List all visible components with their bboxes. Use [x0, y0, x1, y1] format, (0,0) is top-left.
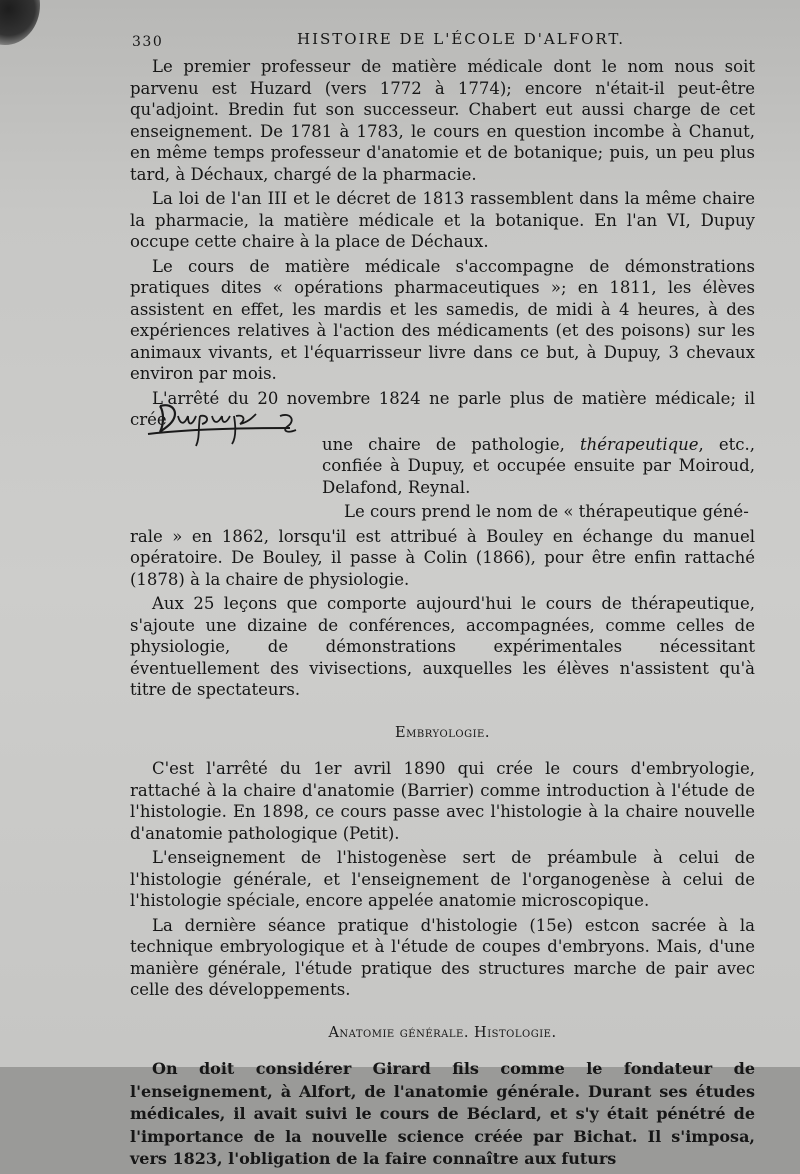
paragraph-arrete-1824-continued	[322, 434, 755, 499]
paragraph-cours-therapeutique-rest: rale » en 1862, lorsqu'il est attribué à Bouley en échange du manuel opératoire. De Bouley, il passe à Colin (1866), pour être enfin rattaché (1878) à la chaire de physiologie.	[130, 526, 755, 589]
running-header	[132, 28, 772, 54]
signature-icon	[140, 394, 310, 450]
signature-section	[130, 388, 755, 591]
paragraph-embryologie-arrete: C'est l'arrêté du 1er avril 1890 qui crée le cours d'embryologie, rattaché à la chaire d'anatomie (Barrier) comme introduction à l'étude de l'histologie. En 1898, ce cours passe avec l'histologie à la chaire nouvelle d'anatomie pathologique (Petit).	[130, 759, 755, 843]
running-title: HISTOIRE DE L'ÉCOLE D'ALFORT.	[297, 30, 625, 48]
paragraph-girard-fils: On doit considérer Girard fils comme le fondateur de l'enseignement, à Alfort, de l'anatomie générale. Durant ses études médicales, il avait suivi le cours de Béclard, et s'y était pénétré de l'importance de la nouvelle science créée par Bichat. Il s'imposa, vers 1823, l'obligation de la faire connaître aux futurs	[130, 1059, 755, 1168]
page-body	[130, 56, 755, 1174]
paragraph-demonstrations: Le cours de matière médicale s'accompagne de démonstrations pratiques dites « opérations pharmaceutiques »; en 1811, les élèves assistent en effet, les mardis et les samedis, de midi à 4 heures, à des expériences relatives à l'action des médicaments (et des poisons) sur les animaux vivants, et l'équarrisseur livre dans ce but, à Dupuy, 3 chevaux environ par mois.	[130, 256, 755, 383]
chaire-text-b: , etc., confiée à Dupuy, et occupée ensuite par Moiroud, Delafond, Reynal.	[322, 434, 756, 497]
chaire-text-a: une chaire de pathologie,	[322, 434, 580, 454]
section-heading-anatomie: Anatomie générale. Histologie.	[328, 1024, 557, 1041]
scan-corner-shadow	[0, 0, 40, 45]
paragraph-conferences: Aux 25 leçons que comporte aujourd'hui le cours de thérapeutique, s'ajoute une dizaine de conférences, accompagnées, comme celles de physiologie, de démonstrations expérimentales nécessitant éventuellement des vivisections, auxquelles les élèves n'assistent qu'à titre de spectateurs.	[130, 594, 755, 699]
paragraph-arrete-1824-line1: L'arrêté du 20 novembre 1824 ne parle plus de matière médicale; il crée	[130, 388, 755, 429]
section-heading-embryologie: Embryologie.	[395, 724, 490, 741]
therapeutique-emphasis: thérapeutique	[579, 434, 699, 454]
page-number: 330	[132, 34, 164, 50]
paragraph-seance-pratique: La dernière séance pratique d'histologie (15e) estcon sacrée à la technique embryologique et à l'étude de coupes d'embryons. Mais, d'une manière générale, l'étude pratique des structures marche de pair avec celle des développements.	[130, 915, 755, 999]
paragraph-matiere-medicale: Le premier professeur de matière médicale dont le nom nous soit parvenu est Huzard (vers 1772 à 1774); encore n'était-il peut-être qu'adjoint. Bredin fut son successeur. Chabert eut aussi charge de cet enseignement. De 1781 à 1783, le cours en question incombe à Chanut, en même temps professeur d'anatomie et de botanique; puis, un peu plus tard, à Déchaux, chargé de la pharmacie.	[130, 57, 755, 184]
paragraph-cours-therapeutique-start: Le cours prend le nom de « thérapeutique géné-	[344, 502, 749, 521]
paragraph-histogenese: L'enseignement de l'histogenèse sert de préambule à celui de l'histologie générale, et l'enseignement de l'organogenèse à celui de l'histologie spéciale, encore appelée anatomie microscopique.	[130, 848, 755, 910]
paragraph-loi-an-iii: La loi de l'an III et le décret de 1813 rassemblent dans la même chaire la pharmacie, la matière médicale et la botanique. En l'an VI, Dupuy occupe cette chaire à la place de Déchaux.	[130, 189, 755, 251]
